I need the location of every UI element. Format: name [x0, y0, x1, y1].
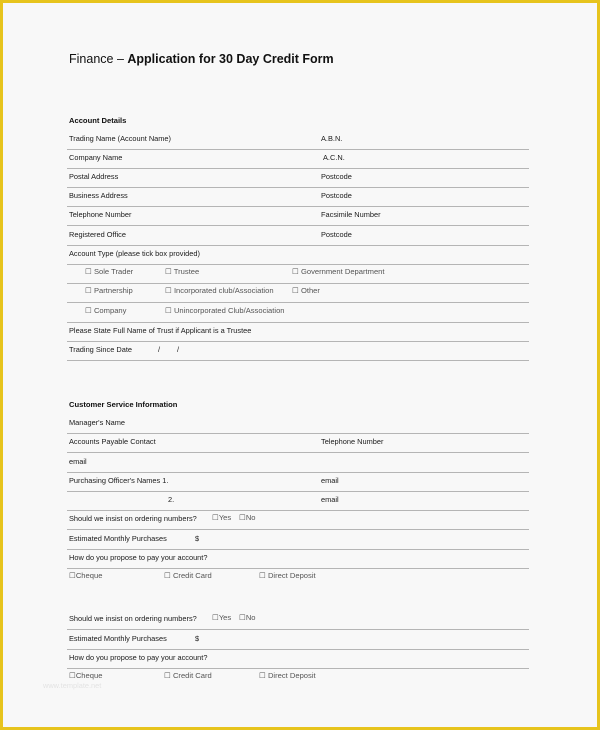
checkbox-icon: ☐ — [85, 306, 92, 315]
checkbox-icon: ☐ — [164, 671, 171, 680]
row-company-name[interactable] — [67, 149, 529, 169]
row-payment-method-2 — [67, 649, 529, 669]
row-account-type — [67, 245, 529, 265]
row-payment-options-2 — [67, 668, 529, 687]
checkbox-icon: ☐ — [69, 571, 76, 580]
label-telephone: Telephone Number — [69, 210, 132, 219]
checkbox-partnership[interactable]: ☐ Partnership — [85, 286, 133, 295]
page-title: Finance – Application for 30 Day Credit Form — [69, 52, 334, 66]
checkbox-incorporated[interactable]: ☐ Incorporated club/Association — [165, 286, 274, 295]
row-account-type-options-3 — [67, 303, 529, 323]
dollar-sign: $ — [195, 634, 200, 643]
label-registered-office: Registered Office — [69, 230, 126, 239]
checkbox-sole-trader[interactable]: ☐ Sole Trader — [85, 267, 134, 276]
checkbox-icon: ☐ — [165, 267, 172, 276]
label-ordering: Should we insist on ordering numbers? — [69, 614, 197, 623]
form-page — [3, 3, 597, 727]
section-customer-service: Customer Service Information — [69, 400, 178, 409]
checkbox-cheque[interactable]: ☐Cheque — [69, 671, 103, 680]
checkbox-no[interactable]: ☐No — [239, 513, 256, 522]
label-postal-address: Postal Address — [69, 172, 119, 181]
label-telephone: Telephone Number — [321, 437, 384, 446]
label-purchasing: Purchasing Officer's Names 1. — [69, 476, 169, 485]
date-separator: / — [158, 345, 161, 354]
label-manager: Manager's Name — [69, 418, 126, 427]
checkbox-credit-card[interactable]: ☐ Credit Card — [164, 671, 212, 680]
checkbox-yes[interactable]: ☐Yes — [212, 613, 232, 622]
row-trading-name[interactable] — [67, 130, 529, 150]
label-monthly: Estimated Monthly Purchases — [69, 634, 167, 643]
dollar-sign: $ — [195, 534, 200, 543]
checkbox-icon: ☐ — [212, 613, 219, 622]
label-postcode: Postcode — [321, 191, 352, 200]
label-business-address: Business Address — [69, 191, 128, 200]
row-monthly-purchases-2[interactable] — [67, 630, 529, 650]
checkbox-icon: ☐ — [165, 286, 172, 295]
row-manager[interactable] — [67, 414, 529, 434]
checkbox-trustee[interactable]: ☐ Trustee — [165, 267, 200, 276]
row-payment-options — [67, 568, 529, 587]
checkbox-unincorporated[interactable]: ☐ Unincorporated Club/Association — [165, 306, 285, 315]
label-pay: How do you propose to pay your account? — [69, 553, 208, 562]
row-business-address[interactable] — [67, 187, 529, 207]
label-trading-name: Trading Name (Account Name) — [69, 134, 171, 143]
date-separator: / — [177, 345, 180, 354]
label-number-two: 2. — [168, 495, 175, 504]
row-trust-name[interactable] — [67, 322, 529, 342]
checkbox-cheque[interactable]: ☐Cheque — [69, 571, 103, 580]
label-email: email — [321, 476, 339, 485]
checkbox-icon: ☐ — [165, 306, 172, 315]
checkbox-icon: ☐ — [85, 286, 92, 295]
watermark-text: www.template.net — [43, 681, 102, 690]
checkbox-icon: ☐ — [292, 267, 299, 276]
checkbox-company[interactable]: ☐ Company — [85, 306, 127, 315]
label-acn: A.C.N. — [323, 153, 345, 162]
row-purchasing-1[interactable] — [67, 472, 529, 492]
checkbox-icon: ☐ — [292, 286, 299, 295]
label-account-type: Account Type (please tick box provided) — [69, 249, 200, 258]
label-pay: How do you propose to pay your account? — [69, 653, 208, 662]
label-trading-since: Trading Since Date — [69, 345, 132, 354]
label-monthly: Estimated Monthly Purchases — [69, 534, 167, 543]
row-ordering-numbers-2 — [67, 610, 529, 630]
label-facsimile: Facsimile Number — [321, 210, 381, 219]
row-email[interactable] — [67, 453, 529, 473]
checkbox-icon: ☐ — [69, 671, 76, 680]
row-payment-method — [67, 549, 529, 569]
row-purchasing-2[interactable] — [67, 491, 529, 511]
checkbox-yes[interactable]: ☐Yes — [212, 513, 232, 522]
row-ap-contact[interactable] — [67, 433, 529, 453]
checkbox-icon: ☐ — [259, 571, 266, 580]
label-ordering: Should we insist on ordering numbers? — [69, 514, 197, 523]
checkbox-direct-deposit[interactable]: ☐ Direct Deposit — [259, 571, 316, 580]
label-email: email — [69, 457, 87, 466]
row-ordering-numbers — [67, 510, 529, 530]
checkbox-icon: ☐ — [85, 267, 92, 276]
label-postcode: Postcode — [321, 172, 352, 181]
label-company-name: Company Name — [69, 153, 123, 162]
row-postal-address[interactable] — [67, 168, 529, 188]
row-registered-office[interactable] — [67, 226, 529, 246]
label-ap-contact: Accounts Payable Contact — [69, 437, 156, 446]
label-email: email — [321, 495, 339, 504]
checkbox-direct-deposit[interactable]: ☐ Direct Deposit — [259, 671, 316, 680]
row-telephone[interactable] — [67, 206, 529, 226]
row-monthly-purchases[interactable] — [67, 530, 529, 550]
row-account-type-options-1 — [67, 264, 529, 284]
row-trading-since[interactable] — [67, 341, 529, 361]
row-account-type-options-2 — [67, 283, 529, 303]
label-postcode: Postcode — [321, 230, 352, 239]
checkbox-government[interactable]: ☐ Government Department — [292, 267, 385, 276]
checkbox-credit-card[interactable]: ☐ Credit Card — [164, 571, 212, 580]
checkbox-no[interactable]: ☐No — [239, 613, 256, 622]
checkbox-other[interactable]: ☐ Other — [292, 286, 320, 295]
checkbox-icon: ☐ — [212, 513, 219, 522]
checkbox-icon: ☐ — [164, 571, 171, 580]
section-account-details: Account Details — [69, 116, 127, 125]
label-abn: A.B.N. — [321, 134, 343, 143]
checkbox-icon: ☐ — [259, 671, 266, 680]
checkbox-icon: ☐ — [239, 613, 246, 622]
label-trust-name: Please State Full Name of Trust if Applicant is a Trustee — [69, 326, 252, 335]
checkbox-icon: ☐ — [239, 513, 246, 522]
